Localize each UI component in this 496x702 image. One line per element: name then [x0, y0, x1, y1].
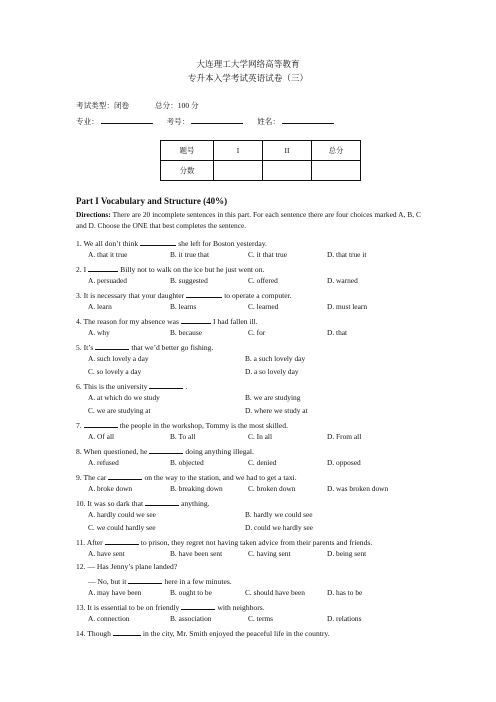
question-13	[76, 601, 265, 613]
option-d[interactable]: D. was broken down	[327, 484, 389, 493]
score-table-cell: 总分	[312, 141, 361, 161]
option-b[interactable]: B. learns	[170, 302, 197, 311]
question-stem: 12. — Has Jenny’s plane landed?	[76, 562, 178, 571]
name-field[interactable]	[282, 115, 334, 124]
question-stem: 1. We all don’t think	[76, 239, 139, 248]
option-b[interactable]: B. a such lovely day	[245, 354, 306, 363]
option-d[interactable]: D. relations	[327, 614, 362, 623]
option-a[interactable]: A. persuaded	[88, 276, 127, 285]
option-d[interactable]: D. that true it	[327, 250, 367, 259]
option-d[interactable]: D. where we study at	[245, 406, 308, 415]
option-a[interactable]: A. connection	[88, 614, 130, 623]
option-c[interactable]: C. should have been	[245, 588, 305, 597]
question-stem: 8. When questioned, he	[76, 447, 148, 456]
option-c[interactable]: C. it that true	[248, 250, 287, 259]
option-b[interactable]: B. we are studying	[245, 393, 301, 402]
question-3	[76, 289, 292, 301]
score-table-cell[interactable]	[263, 161, 312, 181]
score-table-cell: II	[263, 141, 312, 161]
directions-paragraph	[76, 210, 421, 231]
score-table-cell: I	[214, 141, 263, 161]
question-stem-end: .	[185, 382, 188, 391]
question-1	[76, 237, 267, 249]
option-c[interactable]: C. we are studying at	[88, 406, 151, 415]
question-stem: 5. It’s	[76, 343, 94, 352]
option-b[interactable]: B. To all	[170, 432, 196, 441]
answer-blank[interactable]	[84, 419, 118, 428]
question-stem: — No, but it	[88, 577, 127, 586]
answer-blank[interactable]	[140, 237, 176, 246]
score-table-cell: 分数	[161, 161, 214, 181]
option-c[interactable]: C. for	[248, 328, 266, 337]
question-stem: 13. It is essential to be on friendly	[76, 603, 180, 612]
question-stem-end: on the way to the station, and we had to get a taxi.	[144, 473, 297, 482]
question-stem-end: Billy not to walk on the ice but he just went on.	[120, 265, 265, 274]
part1-heading: Part I Vocabulary and Structure (40%)	[76, 196, 228, 206]
option-a[interactable]: A. such lovely a day	[88, 354, 149, 363]
major-field[interactable]	[101, 115, 153, 124]
option-c[interactable]: C. In all	[248, 432, 273, 441]
major-label: 专业：	[76, 117, 99, 126]
option-c[interactable]: C. terms	[248, 614, 274, 623]
question-stem-end: to operate a computer.	[224, 291, 292, 300]
question-stem-end: that we’d better go fishing.	[131, 343, 214, 352]
option-d[interactable]: D. could we hardly see	[245, 523, 313, 532]
question-2	[76, 263, 264, 275]
option-d[interactable]: D. must learn	[327, 302, 368, 311]
question-stem: 10. It was so dark that	[76, 499, 144, 508]
option-a[interactable]: A. learn	[88, 302, 112, 311]
title-university: 大连理工大学网络高等教育	[196, 59, 300, 69]
question-stem: 4. The reason for my absence was	[76, 317, 179, 326]
answer-blank[interactable]	[105, 536, 139, 545]
option-a[interactable]: A. at which do we study	[88, 393, 160, 402]
option-b[interactable]: B. ought to be	[170, 588, 212, 597]
answer-blank[interactable]	[181, 315, 211, 324]
option-a[interactable]: A. refused	[88, 458, 119, 467]
option-d[interactable]: D. being sent	[327, 549, 367, 558]
option-b[interactable]: B. association	[170, 614, 212, 623]
exam-no-field[interactable]	[191, 115, 243, 124]
question-12-reply	[88, 575, 232, 587]
question-14	[76, 627, 330, 639]
score-table-cell[interactable]	[312, 161, 361, 181]
answer-blank[interactable]	[95, 341, 129, 350]
question-stem-end: she left for Boston yesterday.	[178, 239, 267, 248]
exam-type-label: 考试类型：闭卷	[76, 101, 130, 110]
answer-blank[interactable]	[128, 575, 162, 584]
question-stem-end: I had fallen ill.	[212, 317, 258, 326]
question-6	[76, 380, 187, 392]
option-d[interactable]: D. From all	[327, 432, 362, 441]
option-c[interactable]: C. having sent	[248, 549, 291, 558]
question-5	[76, 341, 213, 353]
question-stem-end: in the city, Mr. Smith enjoyed the peaceful life in the country.	[142, 629, 330, 638]
question-11	[76, 536, 372, 548]
option-a[interactable]: A. why	[88, 328, 110, 337]
question-stem-end: with neighbors.	[217, 603, 265, 612]
question-stem: 3. It is necessary that your daughter	[76, 291, 185, 300]
answer-blank[interactable]	[145, 497, 179, 506]
answer-blank[interactable]	[186, 289, 222, 298]
option-d[interactable]: D. warned	[327, 276, 358, 285]
total-score-label: 总分：100 分	[154, 101, 199, 110]
option-c[interactable]: C. broken down	[248, 484, 296, 493]
option-a[interactable]: A. that it true	[88, 250, 128, 259]
option-c[interactable]: C. we could hardly see	[88, 523, 156, 532]
question-stem-end: doing anything illegal.	[185, 447, 254, 456]
score-table-header-row	[161, 141, 361, 161]
option-b[interactable]: B. objected	[170, 458, 204, 467]
question-8	[76, 445, 254, 457]
exam-info-row	[76, 101, 199, 111]
option-d[interactable]: D. has to be	[327, 588, 363, 597]
option-a[interactable]: A. Of all	[88, 432, 115, 441]
question-9	[76, 471, 297, 483]
question-4	[76, 315, 258, 327]
option-a[interactable]: A. hardly could we see	[88, 510, 156, 519]
question-stem-end: anything.	[181, 499, 210, 508]
option-b[interactable]: B. have been sent	[170, 549, 223, 558]
option-d[interactable]: D. a so lovely day	[245, 367, 299, 376]
option-b[interactable]: B. hardly we could see	[245, 510, 313, 519]
answer-blank[interactable]	[113, 627, 141, 636]
score-table-cell[interactable]	[214, 161, 263, 181]
answer-blank[interactable]	[149, 380, 183, 389]
name-label: 姓名：	[257, 117, 280, 126]
option-b[interactable]: B. it true that	[170, 250, 209, 259]
student-info-row	[76, 115, 336, 127]
title-exam: 专升本入学考试英语试卷（三）	[187, 73, 309, 83]
question-stem: 7.	[76, 421, 82, 430]
option-a[interactable]: A. may have been	[88, 588, 142, 597]
answer-blank[interactable]	[88, 263, 118, 272]
option-c[interactable]: C. learned	[248, 302, 279, 311]
question-stem: 14. Though	[76, 629, 111, 638]
score-table-cell: 题号	[161, 141, 214, 161]
question-stem-end: here in a few minutes.	[164, 577, 232, 586]
question-stem-end: to prison, they regret not having taken advice from their parents and friends.	[140, 538, 373, 547]
option-d[interactable]: D. that	[327, 328, 348, 337]
question-stem: 9. The car	[76, 473, 107, 482]
question-stem-end: the people in the workshop, Tommy is the most skilled.	[119, 421, 288, 430]
option-a[interactable]: A. broke down	[88, 484, 133, 493]
question-7	[76, 419, 288, 431]
option-d[interactable]: D. opposed	[327, 458, 361, 467]
answer-blank[interactable]	[149, 445, 183, 454]
directions-text: There are 20 incomplete sentences in this part. For each sentence there are four choices marked A, B, C and D. Choose the ONE that best completes the sentence.	[76, 210, 421, 230]
score-table	[160, 140, 361, 181]
option-a[interactable]: A. have sent	[88, 549, 125, 558]
directions-label: Directions:	[76, 210, 111, 219]
option-b[interactable]: B. breaking down	[170, 484, 223, 493]
question-stem: 11. After	[76, 538, 103, 547]
option-b[interactable]: B. suggested	[170, 276, 208, 285]
answer-blank[interactable]	[108, 471, 142, 480]
option-c[interactable]: C. so lovely a day	[88, 367, 142, 376]
question-stem: 6. This is the university	[76, 382, 148, 391]
question-10	[76, 497, 210, 509]
option-c[interactable]: C. denied	[248, 458, 277, 467]
exam-no-label: 考号：	[166, 117, 190, 126]
option-c[interactable]: C. offered	[248, 276, 278, 285]
answer-blank[interactable]	[181, 601, 215, 610]
question-stem: 2. I	[76, 265, 87, 274]
question-12	[76, 562, 177, 572]
option-b[interactable]: B. because	[170, 328, 203, 337]
score-table-score-row	[161, 161, 361, 181]
